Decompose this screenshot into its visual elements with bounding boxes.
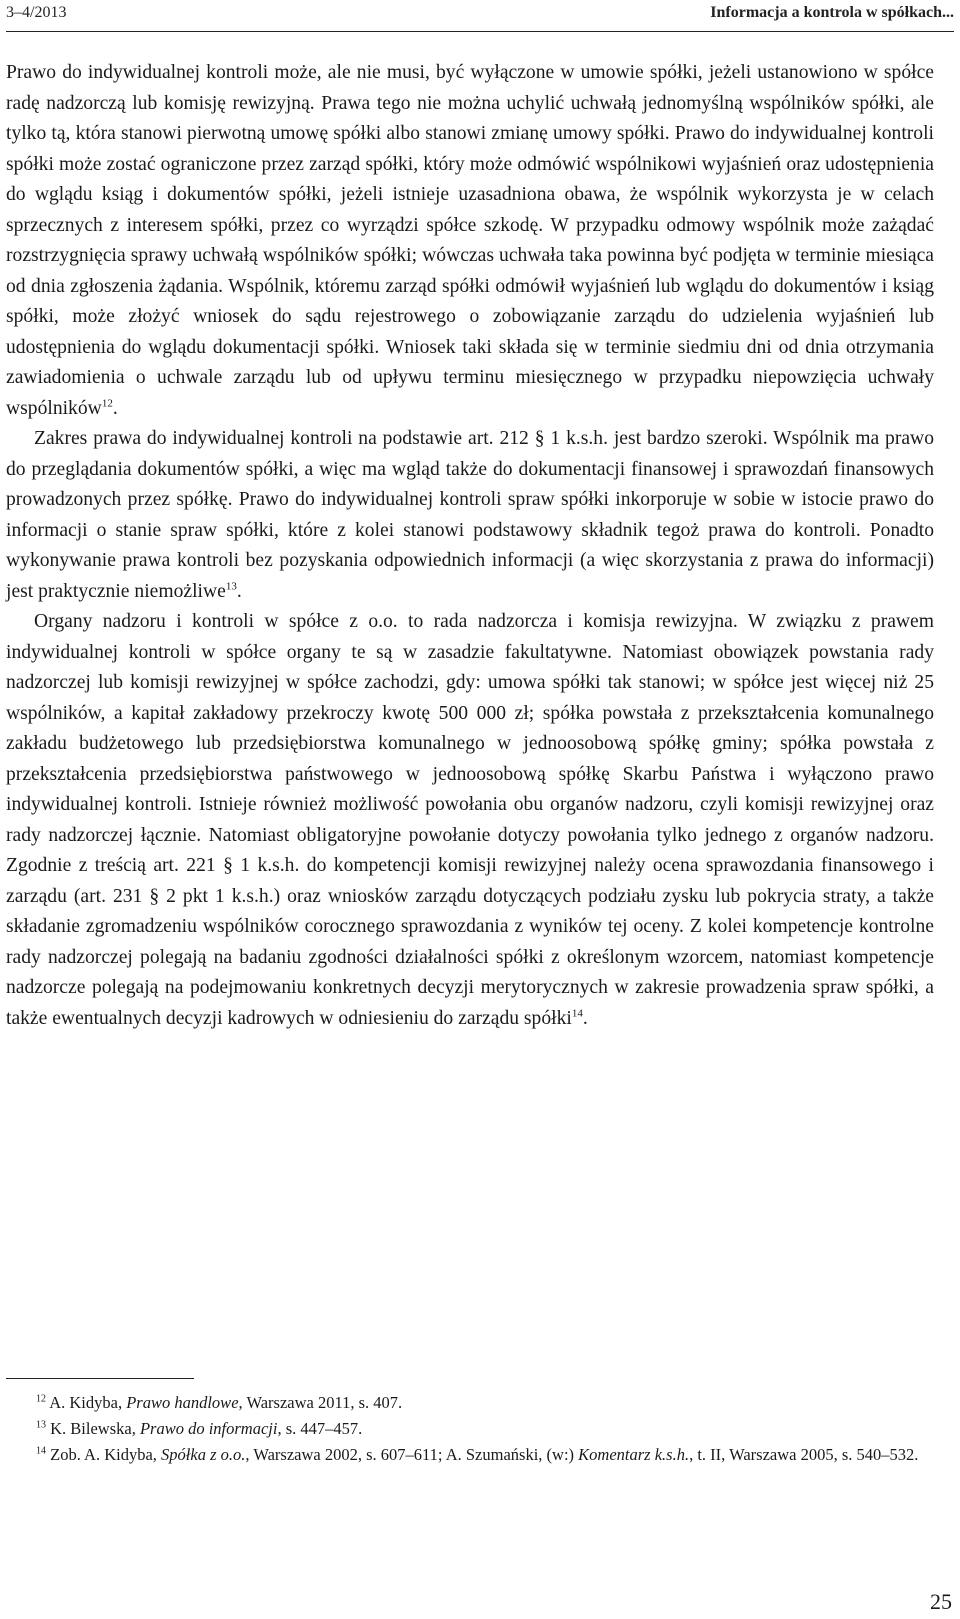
footnote-text: , Warszawa 2002, s. 607–611; A. Szumański, (w:) [245,1445,579,1464]
footnote-text: Zob. A. Kidyba, [50,1445,162,1464]
footnote-text: , Warszawa 2011, s. 407. [238,1393,403,1412]
body-text [6,58,934,1034]
running-header [6,4,954,28]
issue-number: 3–4/2013 [6,4,67,21]
footnotes [6,1390,934,1468]
footnote-13 [6,1416,934,1442]
paragraph-2-period: . [236,580,242,602]
footnote-ref-14[interactable]: 14 [571,1006,583,1019]
footnote-title: Spółka z o.o. [161,1445,246,1464]
paragraph-1-text: Prawo do indywidualnej kontroli może, ale nie musi, być wyłączone w umowie spółki, jeżeli ustanowiono w spółce radę nadzorczą lub komisję rewizyjną. Prawa tego nie można uchylić uchwałą jednomyślną wspólników spółki, ale tylko tą, która stanowi pierwotną umowę spółki albo stanowi zmianę umowy spółki. Prawo do indywidualnej kontroli spółki może zostać ograniczone przez zarząd spółki, który może odmówić wspólnikowi wyjaśnień oraz udostępnienia do wglądu ksiąg i dokumentów spółki, jeżeli istnieje uzasadniona obawa, że wspólnik wykorzysta je w celach sprzecznych z interesem spółki, przez co wyrządzi spółce szkodę. W przypadku odmowy wspólnik może zażądać rozstrzygnięcia sprawy uchwałą wspólników spółki; wówczas uchwała taka powinna być podjęta w terminie miesiąca od dnia zgłoszenia żądania. Wspólnik, któremu zarząd spółki odmówił wyjaśnień lub wglądu do dokumentów i ksiąg spółki, może złożyć wniosek do sądu rejestrowego o zobowiązanie zarządu do udzielenia wyjaśnień lub udostępnienia do wglądu dokumentacji spółki. Wniosek taki składa się w terminie siedmiu dni od dnia otrzymania zawiadomienia o uchwale zarządu lub od upływu terminu miesięcznego w przypadku niepowzięcia uchwały wspólników [6,62,934,419]
footnote-rule [6,1378,194,1379]
paragraph-3-text: Organy nadzoru i kontroli w spółce z o.o. to rada nadzorcza i komisja rewizyjna. W związku z prawem indywidualnej kontroli w spółce organy te są w zasadzie fakultatywne. Natomiast obowiązek powstania rady nadzorczej lub komisji rewizyjnej w spółce zachodzi, gdy: umowa spółki tak stanowi; w spółce jest więcej niż 25 wspólników, a kapitał zakładowy przekroczy kwotę 500 000 zł; spółka powstała z przekształcenia komunalnego zakładu budżetowego lub przedsiębiorstwa komunalnego w jednoosobową spółkę gminy; spółka powstała z przekształcenia przedsiębiorstwa państwowego w jednoosobową spółkę Skarbu Państwa i wyłączono prawo indywidualnej kontroli. Istnieje również możliwość powołania obu organów nadzoru, czyli komisji rewizyjnej oraz rady nadzorczej łącznie. Natomiast obligatoryjne powołanie dotyczy powołania tylko jednego z organów nadzoru. Zgodnie z treścią art. 221 § 1 k.s.h. do kompetencji komisji rewizyjnej należy ocena sprawozdania finansowego i zarządu (art. 231 § 2 pkt 1 k.s.h.) oraz wniosków zarządu dotyczących podziału zysku lub pokrycia straty, a także składanie zgromadzeniu wspólników corocznego sprawozdania z wyników tej oceny. Z kolei kompetencje kontrolne rady nadzorczej polegają na badaniu zgodności działalności spółki z określonym wzorcem, natomiast kompetencje nadzorcze polegają na podejmowaniu konkretnych decyzji merytorycznych w zakresie prowadzenia spraw spółki, a także ewentualnych decyzji kadrowych w odniesieniu do zarządu spółki [6,611,934,1029]
article-title: Informacja a kontrola w spółkach... [710,4,954,21]
footnote-title: Prawo handlowe [126,1393,239,1412]
paragraph-2 [6,424,934,607]
footnote-14 [6,1442,934,1468]
footnote-number: 13 [36,1419,46,1431]
footnote-title: Prawo do informacji [139,1419,278,1438]
page-number: 25 [930,1589,952,1614]
footnote-text: A. Kidyba, [49,1393,127,1412]
footnote-text: K. Bilewska, [50,1419,140,1438]
footnote-ref-13[interactable]: 13 [225,579,237,592]
paragraph-1-period: . [112,397,118,419]
footnote-number: 14 [36,1445,46,1457]
paragraph-1 [6,58,934,424]
footnote-text: , s. 447–457. [277,1419,363,1438]
footnote-text: , t. II, Warszawa 2005, s. 540–532. [689,1445,919,1464]
footnote-title: Komentarz k.s.h. [578,1445,690,1464]
header-rule [6,31,954,32]
paragraph-2-text: Zakres prawa do indywidualnej kontroli na podstawie art. 212 § 1 k.s.h. jest bardzo szeroki. Wspólnik ma prawo do przeglądania dokumentów spółki, a więc ma wgląd także do dokumentacji finansowej i sprawozdań finansowych prowadzonych przez spółkę. Prawo do indywidualnej kontroli spraw spółki inkorporuje w sobie w istocie prawo do informacji o stanie spraw spółki, które z kolei stanowi podstawowy składnik tegoż prawa do kontroli. Ponadto wykonywanie prawa kontroli bez pozyskania odpowiednich informacji (a więc skorzystania z prawa do informacji) jest praktycznie niemożliwe [6,428,934,602]
paragraph-3-period: . [582,1007,588,1029]
footnote-ref-12[interactable]: 12 [101,396,113,409]
footnote-12 [6,1390,934,1416]
paragraph-3 [6,607,934,1034]
footnote-number: 12 [36,1393,46,1405]
